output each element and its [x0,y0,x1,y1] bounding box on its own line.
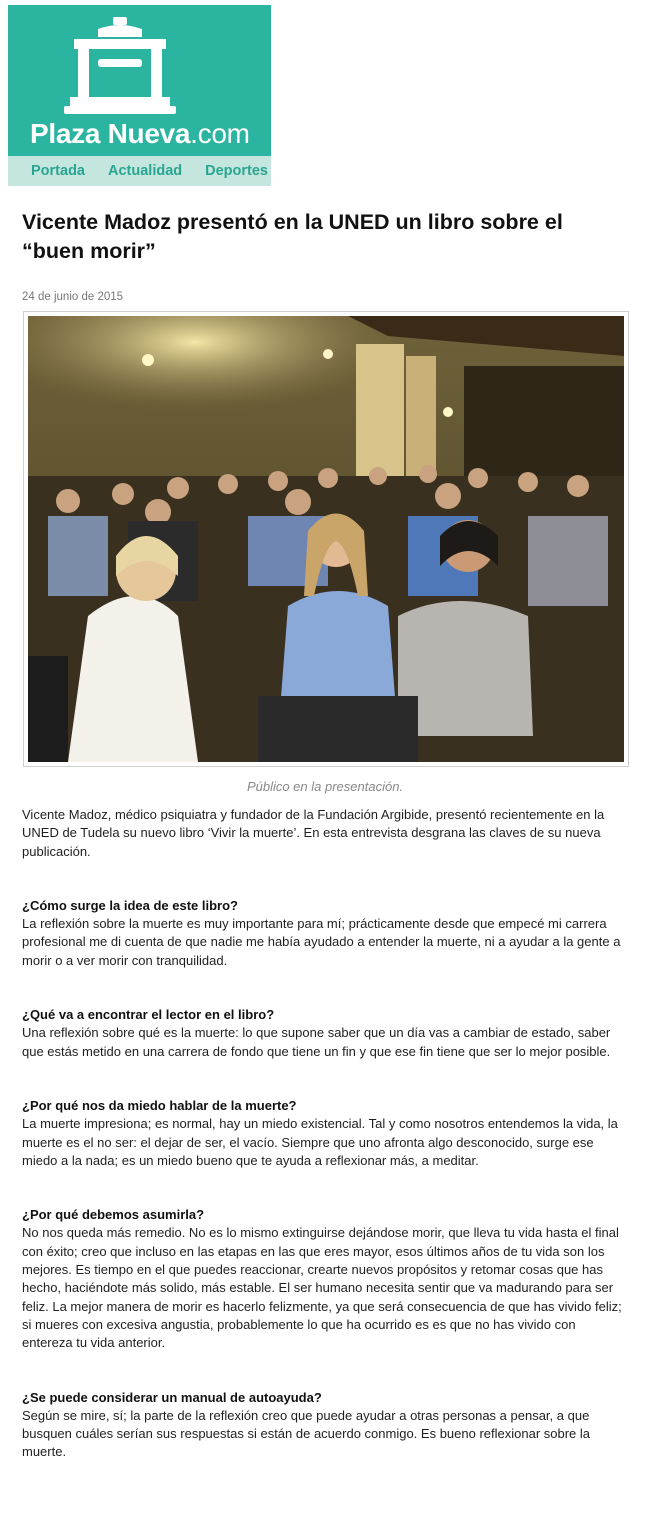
article-body [22,806,627,1462]
question: ¿Por qué debemos asumirla? [22,1207,205,1223]
answer: Una reflexión sobre qué es la muerte: lo que supone saber que un día vas a cambiar de estado, saber que estás metido en una carrera de fondo que tiene un fin y que ese fin tiene que ser lo mejor posible. [22,1025,611,1059]
qa-block [22,1389,627,1462]
answer: Según se mire, sí; la parte de la reflexión creo que puede ayudar a otras personas a pensar, a que busquen cuáles serían sus respuestas si están de acuerdo conmigo. Es bueno reflexionar sobre la muerte. [22,1407,591,1460]
qa-block [22,897,627,970]
answer: La muerte impresiona; es normal, hay un miedo existencial. Tal y como nosotros entendemos la vida, la muerte es el no ser: el dejar de ser, el vacío. Siempre que uno afronta algo desconocido, surge ese miedo a la nada; es un miedo bueno que te ayuda a reflexionar más, a meditar. [22,1116,618,1168]
qa-block [22,1097,627,1170]
site-logo[interactable] [8,5,271,156]
qa-block [22,1006,627,1061]
question: ¿Qué va a encontrar el lector en el libro? [22,1007,275,1023]
qa-block [22,1206,627,1352]
article-title: Vicente Madoz presentó en la UNED un libro sobre el “buen morir” [22,210,563,263]
article-intro: Vicente Madoz, médico psiquiatra y fundador de la Fundación Argibide, presentó recientemente en la UNED de Tudela su nuevo libro ‘Vivir la muerte’. En esta entrevista desgrana las claves de su nueva publicación. [22,807,605,859]
main-nav [8,156,271,186]
question: ¿Por qué nos da miedo hablar de la muerte? [22,1097,297,1113]
site-header [8,5,271,186]
question: ¿Se puede considerar un manual de autoayuda? [22,1389,322,1405]
site-logo-text: Plaza Nueva.com [30,118,250,149]
nav-portada[interactable]: Portada [31,163,85,179]
article-date: 24 de junio de 2015 [22,291,124,303]
photo-caption: Público en la presentación. [246,779,404,794]
nav-deportes[interactable]: Deportes [205,163,268,179]
building-logo-icon [64,17,176,115]
nav-actualidad[interactable]: Actualidad [108,163,183,179]
answer: No nos queda más remedio. No es lo mismo extinguirse dejándose morir, que lleva tu vida hasta el final con éxito; creo que incluso en las etapas en las que eres mayor, esos últimos años de tu vida son los mejores. Es tiempo en el que puedes reaccionar, crearte nuevos propósitos y retomar cosas que has hecho, haciéndote más solido, más estable. El ser humano necesita sentir que va madurando para ser feliz. La mejor manera de morir es hacerlo felizmente, ya que será consecuencia de que has vivido feliz; si mueres con excesiva angustia, probablemente lo que ha ocurrido es es que no has vivido con entereza tu vida anterior. [22,1225,622,1351]
article-photo [23,311,629,767]
question: ¿Cómo surge la idea de este libro? [22,897,238,913]
answer: La reflexión sobre la muerte es muy importante para mí; prácticamente desde que empecé mi carrera profesional me di cuenta de que nadie me había ayudado a entender la muerte, ni a ayudar a la gente a morir o a ver morir con tranquilidad. [22,916,621,968]
audience-photo [28,316,624,762]
